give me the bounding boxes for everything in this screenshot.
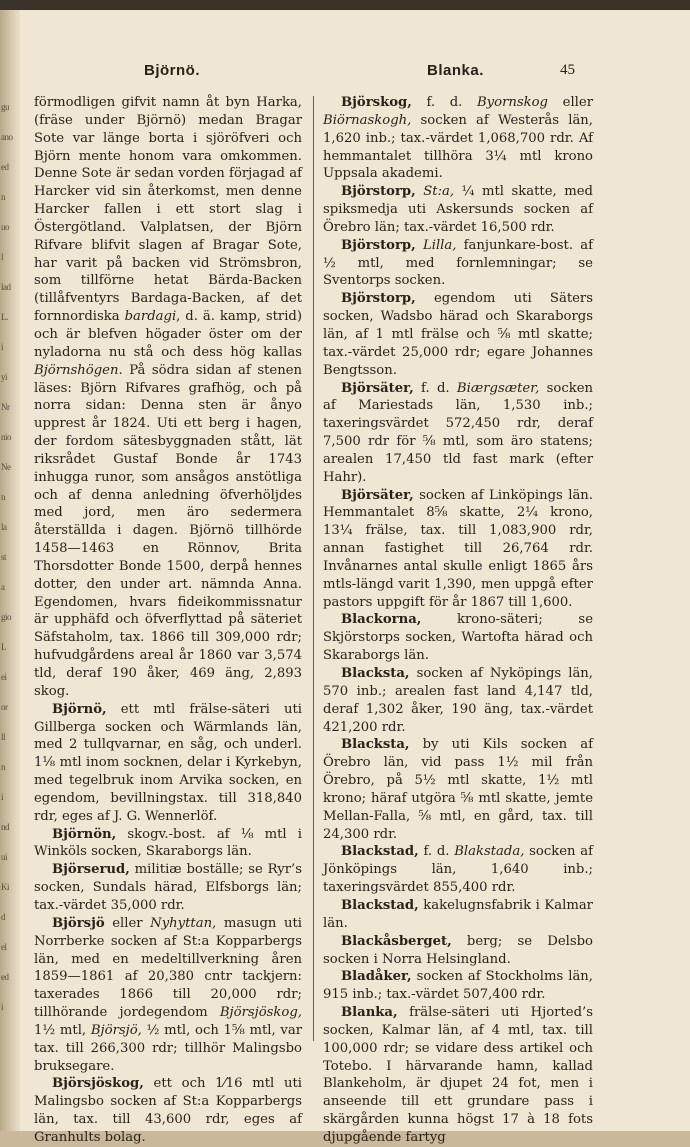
bleed-fragment: uo	[1, 222, 9, 232]
entry-text: masugn uti Norrberke socken af St:a Kopparbergs län, med en medeltillverkning åren 1859—1861 af 20,380 cntr tackjern: taxerades 1866 till 20,000 rdr; tillhörande jordegendom	[34, 915, 302, 1021]
entry-italic-term: Biörnaskogh,	[323, 112, 412, 128]
entry-text: socken af Mariestads län, 1,530 inb.; taxeringsvärdet 572,450 rdr, deraf 7,500 rdr för ⅝ mtl, som äro statens; arealen 17,450 tld fast mark (efter Hahr).	[323, 380, 594, 485]
bleed-fragment: Ki	[1, 882, 9, 892]
bleed-fragment: L	[1, 642, 6, 652]
dictionary-entry-bjorsater2	[323, 487, 593, 612]
entry-text: frälse-säteri uti Hjorted’s socken, Kalmar län, af 4 mtl, tax. till 100,000 rdr; se vidare dess artikel och Totebo. I härvarande hamn, kallad Blankeholm, är djupet 24 fot, men i anseende till ett grundare pass i skärgården kunna högst 17 à 18 fots djupgående fartyg	[323, 1005, 593, 1145]
bleed-fragment: i	[1, 1002, 4, 1012]
entry-italic-term: Biærgsæter,	[456, 380, 540, 396]
entry-text: På södra sidan af stenen läses: Björn Rifvares grafhög, och på norra sidan: Denna sten är ånyo upprest år 1824. Uti ett berg i hagen, der fordom sätesbyggnaden stått, lät riksrådet Gustaf Bonde år 1743 inhugga runor, som ansågos anstötliga och af denna anledning öfverhöljdes med jord, men äro sedermera återställda i dagen. Björnö tillhörde 1458—1463 en Rönnov, Brita Thorsdotter Bonde 1500, derpå hennes dotter, den under art. nämnda Anna. Egendomen, hvars fideikommissnatur är upphäfd och öfverflyttad på säteriet Säfstaholm, tax. 1866 till 309,000 rdr; hufvudgårdens areal år 1860 var 3,574 tld, deraf 190 åker, 469 äng, 2,893 skog.	[34, 362, 302, 699]
entry-text: berg; se Delsbo socken i Norra Helsingland.	[323, 933, 593, 967]
entry-headword: Blanka,	[341, 1005, 398, 1021]
entry-italic-term: Byornskog	[476, 95, 549, 110]
dictionary-entry-bjorssjo	[34, 915, 302, 1076]
left-column	[34, 94, 302, 1147]
dictionary-entry-blackstad	[323, 843, 593, 897]
dictionary-entry-bjorstorp2	[323, 237, 593, 291]
bleed-fragment: n	[1, 492, 5, 502]
entry-text: socken af Westerås län, 1,620 inb.; tax.-värdet 1,068,700 rdr. Af hemmantalet tillhöra 3¼ mtl krono Uppsala akademi.	[323, 112, 593, 182]
entry-text: socken af Jönköpings län, 1,640 inb.; taxeringsvärdet 855,400 rdr.	[323, 844, 593, 896]
dictionary-entry-blanka	[323, 1004, 593, 1147]
entry-italic-term: Björnshögen.	[34, 362, 123, 378]
bleed-fragment: el	[1, 942, 7, 952]
bleed-fragment: yi	[1, 372, 8, 382]
header-right-word: Blanka.	[427, 62, 484, 79]
entry-headword: Björsjöskog,	[52, 1076, 144, 1092]
bleed-fragment: gu	[1, 102, 9, 112]
entry-text: socken af Linköpings län. Hemmantalet 8⅝ skatte, 2¼ krono, 13¼ frälse, tax. till 1,083,900 rdr, annan fastighet till 26,764 rdr. Invånarnes antal skulle enligt 1865 års mtls-längd varit 1,390, men uppgå efter pastors uppgift för år 1867 till 1,600.	[323, 487, 593, 610]
dictionary-entry-bjorsater1	[323, 380, 593, 487]
dictionary-entry-bjorno2	[34, 701, 302, 826]
entry-headword: Björserud,	[52, 862, 130, 878]
entry-headword: Blacksta,	[341, 666, 410, 681]
entry-headword: Blackstad,	[341, 897, 419, 913]
page-number: 45	[560, 62, 575, 78]
dictionary-entry-bjorstorp3	[323, 290, 593, 379]
entry-text: ett mtl frälse-säteri uti Gillberga socken och Wärmlands län, med 2 tullqvarnar, en såg, och underl. 1⅛ mtl inom socknen, delar i Kyrkebyn, med tegelbruk inom Arvika socken, en egendom, bevillningstax. till 318,840 rdr, eges af J. G. Wennerlöf.	[34, 701, 302, 824]
bleed-fragment: Ne	[1, 462, 11, 472]
facing-page-bleed	[0, 10, 20, 1131]
entry-text: krono-säteri; se Skjörstorps socken, Wartofta härad och Skaraborgs län.	[323, 612, 593, 664]
bleed-fragment: ui	[1, 852, 8, 862]
bleed-fragment: i	[1, 792, 4, 802]
dictionary-entry-blacksta2	[323, 736, 593, 843]
entry-text: skogv.-bost. af ⅛ mtl i Winköls socken, Skaraborgs län.	[34, 826, 302, 860]
column-divider	[313, 96, 314, 1041]
entry-text: militiæ boställe; se Ryr’s socken, Sundals härad, Elfsborgs län; tax.-värdet 35,000 rdr.	[34, 862, 302, 913]
bleed-fragment: n	[1, 192, 5, 202]
bleed-fragment: lad	[1, 282, 11, 292]
entry-text: eller	[548, 95, 593, 110]
bleed-fragment: a	[1, 582, 5, 592]
dictionary-entry-bjorsjoskog	[34, 1075, 302, 1146]
dictionary-entry-blackstad2	[323, 897, 593, 933]
entry-headword: Björsäter,	[341, 380, 414, 396]
entry-italic-term: St:a,	[423, 184, 455, 200]
bleed-fragment: Nr	[1, 402, 10, 412]
entry-headword: Blacksta,	[341, 737, 410, 753]
bleed-fragment: ed	[1, 972, 9, 982]
entry-text: socken af Nyköpings län, 570 inb.; arealen fast land 4,147 tld, deraf 1,302 åker, 190 äng, tax.-värdet 421,200 rdr.	[323, 666, 593, 735]
bleed-fragment: gio	[1, 612, 12, 622]
entry-italic-term: Lilla,	[422, 237, 457, 253]
bleed-fragment: st	[1, 552, 7, 562]
entry-italic-term: Blakstada,	[454, 844, 525, 860]
bleed-fragment: ano	[1, 132, 13, 142]
entry-italic-term: Björsjöskog,	[219, 1005, 302, 1021]
entry-headword: Björnö,	[52, 701, 107, 717]
top-edge-rule	[0, 0, 690, 10]
entry-text: , d. ä. kamp, strid) och är blefven högader öster om der nyladorna nu stå och dess hög kallas	[34, 309, 302, 360]
entry-text: förmodligen gifvit namn åt byn Harka, (fräse under Björnö) medan Bragar Sote var länge borta i sjöröfveri och Björn mente honom vara omkommen. Denne Sote är sedan vorden förjagad af Harcker vid sin återkomst, men denne Harcker fallen i ett stort slag i Östergötland. Valplatsen, der Björn Rifvare blifvit slagen af Bragar Sote, har varit på backen vid Strömsbron, som tillförne hetat Bärda-Backen (tillåfventyrs Bardaga-Backen, af det fornnordiska	[34, 95, 302, 325]
dictionary-entry-bjorskog	[323, 94, 593, 183]
dictionary-entry-bjornon	[34, 826, 302, 862]
bleed-fragment: ed	[1, 162, 9, 172]
bleed-fragment: nio	[1, 432, 12, 442]
entry-headword: Bladåker,	[341, 969, 412, 985]
entry-headword: Björstorp,	[341, 291, 416, 307]
bleed-fragment: ll	[1, 732, 6, 742]
entry-text: ½ mtl, och 1⅝ mtl, var tax. till 266,300 rdr; tillhör Malingsbo bruksegare.	[34, 1022, 303, 1074]
entry-text: ett och 1⁄16 mtl uti Malingsbo socken af St:a Kopparbergs län, tax. till 43,600 rdr, eges af Granhults bolag.	[34, 1076, 302, 1145]
bleed-fragment: or	[1, 702, 8, 712]
entry-text: eller	[104, 915, 151, 931]
entry-headword: Björnön,	[52, 826, 117, 842]
entry-italic-term: Björsjö,	[90, 1022, 142, 1038]
entry-italic-term: Nyhyttan,	[150, 915, 217, 931]
bleed-fragment: nd	[1, 822, 9, 832]
entry-headword: Björskog,	[341, 95, 412, 110]
entry-headword: Blackstad,	[341, 844, 419, 860]
header-left-word: Björnö.	[144, 62, 200, 79]
entry-text: f. d.	[418, 844, 455, 860]
entry-text: fanjunkare-bost. af ½ mtl, med fornlemningar; se Sventorps socken.	[323, 237, 593, 289]
bleed-fragment: ei	[1, 672, 7, 682]
entry-text: socken af Stockholms län, 915 inb.; tax.-värdet 507,400 rdr.	[323, 969, 593, 1003]
entry-headword: Blackåsberget,	[341, 933, 452, 949]
entry-text: 1½ mtl,	[34, 1022, 91, 1038]
entry-headword: Björstorp,	[341, 184, 416, 200]
bleed-fragment: n	[1, 762, 5, 772]
entry-text: by uti Kils socken af Örebro län, vid pass 1½ mil från Örebro, på 5½ mtl skatte, 1½ mtl krono; häraf utgöra ⅝ mtl skatte, jemte Mellan-Falla, ⅝ mtl, en gård, tax. till 24,300 rdr.	[323, 737, 593, 842]
dictionary-entry-bladaker	[323, 968, 593, 1004]
dictionary-entry-blackorna	[323, 611, 593, 665]
dictionary-entry-bjorserud	[34, 861, 302, 915]
entry-text	[416, 238, 423, 253]
dictionary-entry-blackasberget	[323, 933, 593, 969]
dictionary-entry-bjorstorp1	[323, 183, 593, 237]
bleed-fragment: la	[1, 522, 7, 532]
bleed-fragment: d	[1, 912, 5, 922]
entry-headword: Blackorna,	[341, 612, 422, 628]
entry-text: egendom uti Säters socken, Wadsbo härad och Skaraborgs län, af 1 mtl frälse och ⅝ mtl skatte; tax.-värdet 25,000 rdr; egare Johannes Bengtsson.	[323, 291, 593, 378]
entry-text: kakelugnsfabrik i Kalmar län.	[323, 897, 593, 931]
entry-headword: Björsjö	[52, 915, 105, 931]
right-column	[323, 94, 593, 1147]
entry-headword: Björsäter,	[341, 487, 414, 503]
dictionary-entry-cont	[34, 94, 302, 701]
bleed-fragment: L.	[1, 312, 8, 322]
entry-headword: Björstorp,	[341, 237, 416, 253]
bleed-fragment: l	[1, 252, 4, 262]
entry-italic-term: bardagi	[124, 309, 177, 325]
dictionary-entry-blacksta1	[323, 665, 593, 736]
entry-text: ¼ mtl skatte, med spiksmedja uti Askersunds socken af Örebro län; tax.-värdet 16,500 rdr.	[323, 184, 593, 235]
entry-text: f. d.	[411, 95, 477, 110]
entry-text: f. d.	[413, 380, 457, 396]
bleed-fragment: i	[1, 342, 4, 352]
running-header	[20, 62, 680, 86]
